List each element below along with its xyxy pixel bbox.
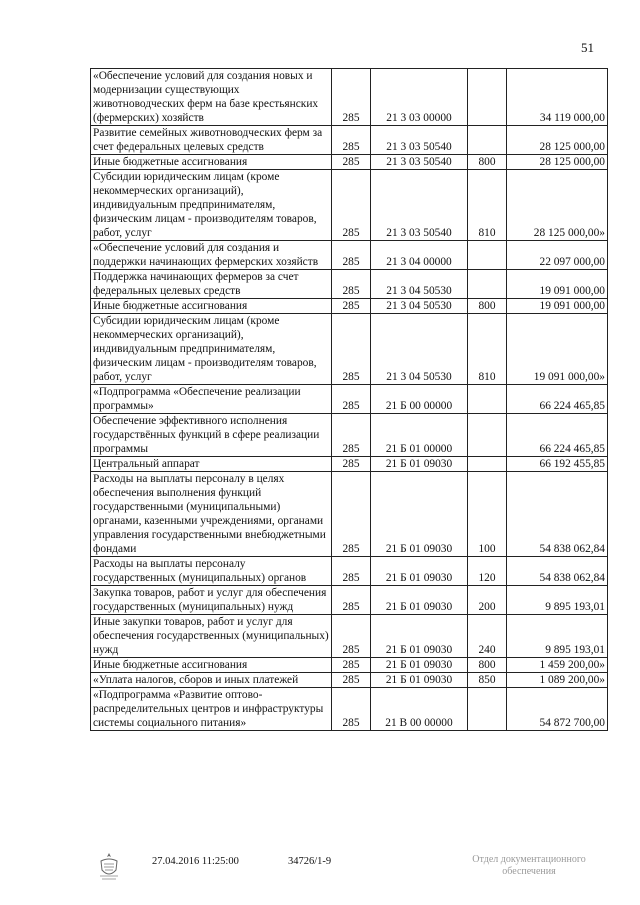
table-row xyxy=(91,155,608,170)
row-target-code-cell: 21 Б 01 09030 xyxy=(371,557,468,586)
row-name-cell: «Обеспечение условий для создания и поддержки начинающих фермерских хозяйств xyxy=(91,241,332,270)
row-amount-cell: 19 091 000,00» xyxy=(507,314,608,385)
row-name-cell: Расходы на выплаты персоналу в целях обеспечения выполнения функций государственными (муниципальными) органами, казенными учреждениями, органами управления государственными внебюджетными фондами xyxy=(91,472,332,557)
row-name-cell: Расходы на выплаты персоналу государственных (муниципальных) органов xyxy=(91,557,332,586)
row-expense-type-cell xyxy=(468,688,507,731)
row-name-cell: Обеспечение эффективного исполнения государствённых функций в сфере реализации программы xyxy=(91,414,332,457)
row-target-code-cell: 21 3 03 50540 xyxy=(371,170,468,241)
row-expense-type-cell: 100 xyxy=(468,472,507,557)
row-amount-cell: 22 097 000,00 xyxy=(507,241,608,270)
table-row xyxy=(91,472,608,557)
row-admin-code-cell: 285 xyxy=(332,314,371,385)
table-row xyxy=(91,241,608,270)
coat-of-arms-icon xyxy=(98,852,120,880)
row-amount-cell: 28 125 000,00» xyxy=(507,170,608,241)
table-row xyxy=(91,69,608,126)
table-row xyxy=(91,688,608,731)
row-admin-code-cell: 285 xyxy=(332,170,371,241)
row-name-cell: «Подпрограмма «Обеспечение реализации программы» xyxy=(91,385,332,414)
row-name-cell: Центральный аппарат xyxy=(91,457,332,472)
row-name-cell: «Уплата налогов, сборов и иных платежей xyxy=(91,673,332,688)
row-amount-cell: 54 872 700,00 xyxy=(507,688,608,731)
row-amount-cell: 54 838 062,84 xyxy=(507,472,608,557)
row-name-cell: Иные бюджетные ассигнования xyxy=(91,155,332,170)
row-name-cell: «Подпрограмма «Развитие оптово-распределительных центров и инфраструктуры системы социального питания» xyxy=(91,688,332,731)
row-name-cell: Поддержка начинающих фермеров за счет федеральных целевых средств xyxy=(91,270,332,299)
row-expense-type-cell: 120 xyxy=(468,557,507,586)
row-admin-code-cell: 285 xyxy=(332,658,371,673)
row-admin-code-cell: 285 xyxy=(332,385,371,414)
row-target-code-cell: 21 Б 01 09030 xyxy=(371,472,468,557)
page-number: 51 xyxy=(581,40,594,55)
row-amount-cell: 1 459 200,00» xyxy=(507,658,608,673)
row-expense-type-cell: 800 xyxy=(468,299,507,314)
row-target-code-cell: 21 3 04 50530 xyxy=(371,270,468,299)
row-target-code-cell: 21 3 04 50530 xyxy=(371,314,468,385)
row-amount-cell: 1 089 200,00» xyxy=(507,673,608,688)
row-admin-code-cell: 285 xyxy=(332,270,371,299)
row-expense-type-cell: 850 xyxy=(468,673,507,688)
row-expense-type-cell xyxy=(468,457,507,472)
row-admin-code-cell: 285 xyxy=(332,472,371,557)
row-target-code-cell: 21 3 04 50530 xyxy=(371,299,468,314)
budget-table xyxy=(90,68,608,731)
stamp-line-2: обеспечения xyxy=(502,866,556,877)
row-expense-type-cell xyxy=(468,414,507,457)
row-amount-cell: 66 224 465,85 xyxy=(507,414,608,457)
row-target-code-cell: 21 3 03 50540 xyxy=(371,126,468,155)
row-admin-code-cell: 285 xyxy=(332,557,371,586)
row-target-code-cell: 21 Б 01 09030 xyxy=(371,615,468,658)
footer-document-number: 34726/1-9 xyxy=(288,856,332,867)
table-row xyxy=(91,299,608,314)
row-expense-type-cell: 800 xyxy=(468,658,507,673)
row-name-cell: Иные бюджетные ассигнования xyxy=(91,299,332,314)
table-row xyxy=(91,586,608,615)
row-name-cell: Закупка товаров, работ и услуг для обеспечения государственных (муниципальных) нужд xyxy=(91,586,332,615)
table-row xyxy=(91,615,608,658)
row-target-code-cell: 21 В 00 00000 xyxy=(371,688,468,731)
footer-date: 27.04.2016 11:25:00 xyxy=(152,856,239,867)
table-row xyxy=(91,658,608,673)
row-name-cell: Иные бюджетные ассигнования xyxy=(91,658,332,673)
row-amount-cell: 28 125 000,00 xyxy=(507,155,608,170)
row-amount-cell: 66 224 465,85 xyxy=(507,385,608,414)
row-expense-type-cell: 800 xyxy=(468,155,507,170)
row-target-code-cell: 21 Б 00 00000 xyxy=(371,385,468,414)
row-amount-cell: 28 125 000,00 xyxy=(507,126,608,155)
table-row xyxy=(91,414,608,457)
table-row xyxy=(91,385,608,414)
row-admin-code-cell: 285 xyxy=(332,241,371,270)
row-target-code-cell: 21 3 04 00000 xyxy=(371,241,468,270)
table-row xyxy=(91,270,608,299)
row-expense-type-cell: 240 xyxy=(468,615,507,658)
stamp-line-1: Отдел документационного xyxy=(472,854,586,865)
row-target-code-cell: 21 Б 01 09030 xyxy=(371,658,468,673)
row-expense-type-cell: 810 xyxy=(468,314,507,385)
row-amount-cell: 54 838 062,84 xyxy=(507,557,608,586)
row-admin-code-cell: 285 xyxy=(332,126,371,155)
row-admin-code-cell: 285 xyxy=(332,673,371,688)
row-admin-code-cell: 285 xyxy=(332,586,371,615)
row-expense-type-cell: 200 xyxy=(468,586,507,615)
table-row xyxy=(91,557,608,586)
row-admin-code-cell: 285 xyxy=(332,688,371,731)
row-admin-code-cell: 285 xyxy=(332,414,371,457)
row-amount-cell: 19 091 000,00 xyxy=(507,270,608,299)
row-target-code-cell: 21 Б 01 00000 xyxy=(371,414,468,457)
row-admin-code-cell: 285 xyxy=(332,299,371,314)
table-row xyxy=(91,126,608,155)
row-amount-cell: 9 895 193,01 xyxy=(507,586,608,615)
table-row xyxy=(91,314,608,385)
budget-table-body xyxy=(91,69,608,731)
row-target-code-cell: 21 Б 01 09030 xyxy=(371,673,468,688)
row-expense-type-cell xyxy=(468,270,507,299)
row-target-code-cell: 21 3 03 00000 xyxy=(371,69,468,126)
table-row xyxy=(91,170,608,241)
row-expense-type-cell xyxy=(468,69,507,126)
page-footer xyxy=(0,852,640,892)
row-amount-cell: 19 091 000,00 xyxy=(507,299,608,314)
row-expense-type-cell: 810 xyxy=(468,170,507,241)
row-expense-type-cell xyxy=(468,126,507,155)
row-amount-cell: 9 895 193,01 xyxy=(507,615,608,658)
row-name-cell: «Обеспечение условий для создания новых и модернизации существующих животноводческих ферм на базе крестьянских (фермерских) хозяйств xyxy=(91,69,332,126)
row-target-code-cell: 21 3 03 50540 xyxy=(371,155,468,170)
row-admin-code-cell: 285 xyxy=(332,457,371,472)
department-stamp xyxy=(454,854,604,878)
row-name-cell: Иные закупки товаров, работ и услуг для обеспечения государственных (муниципальных) нужд xyxy=(91,615,332,658)
row-admin-code-cell: 285 xyxy=(332,69,371,126)
row-name-cell: Субсидии юридическим лицам (кроме некоммерческих организаций), индивидуальным предпринимателям, физическим лицам - производителям товаров, работ, услуг xyxy=(91,170,332,241)
row-name-cell: Субсидии юридическим лицам (кроме некоммерческих организаций), индивидуальным предпринимателям, физическим лицам - производителям товаров, работ, услуг xyxy=(91,314,332,385)
row-expense-type-cell xyxy=(468,241,507,270)
row-admin-code-cell: 285 xyxy=(332,155,371,170)
row-amount-cell: 34 119 000,00 xyxy=(507,69,608,126)
table-row xyxy=(91,673,608,688)
row-expense-type-cell xyxy=(468,385,507,414)
row-target-code-cell: 21 Б 01 09030 xyxy=(371,586,468,615)
table-row xyxy=(91,457,608,472)
row-amount-cell: 66 192 455,85 xyxy=(507,457,608,472)
row-admin-code-cell: 285 xyxy=(332,615,371,658)
row-target-code-cell: 21 Б 01 09030 xyxy=(371,457,468,472)
row-name-cell: Развитие семейных животноводческих ферм за счет федеральных целевых средств xyxy=(91,126,332,155)
